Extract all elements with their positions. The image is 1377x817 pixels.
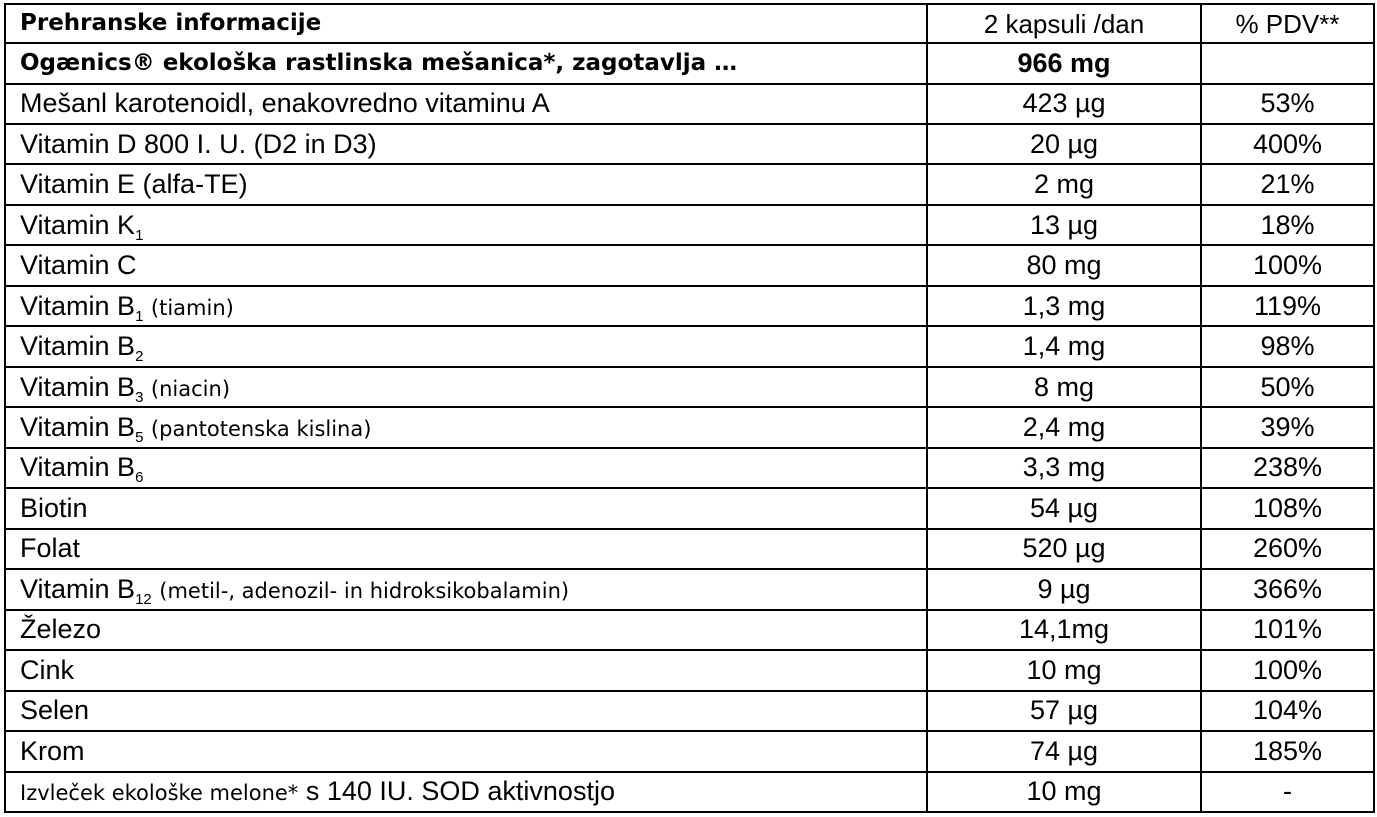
nutrient-name-cell [5,691,927,731]
nutrient-name-cell [5,569,927,609]
nutrient-name-cell [5,164,927,204]
nutrient-name-cell [5,245,927,285]
nutrient-amount-cell: 2 mg [927,164,1201,204]
nutrient-name: Krom [20,735,85,766]
header-row [5,4,1374,43]
nutrient-pdv-cell: 98% [1201,326,1374,366]
nutrient-note: (pantotenska kislina) [150,417,372,442]
blend-name-cell: Ogænics® ekološka rastlinska mešanica*, zagotavlja … [5,43,927,83]
nutrient-name-cell [5,448,927,488]
nutrient-amount-cell: 2,4 mg [927,407,1201,447]
nutrient-amount-cell: 9 µg [927,569,1201,609]
nutrient-subscript: 1 [135,226,144,244]
nutrient-name-cell [5,326,927,366]
nutrient-amount-cell: 1,4 mg [927,326,1201,366]
nutrient-pdv-cell: 53% [1201,84,1374,124]
nutrient-name: Vitamin K [20,209,136,240]
nutrient-pdv-cell: 39% [1201,407,1374,447]
nutrient-note: (niacin) [150,376,231,401]
nutrient-subscript: 3 [135,388,144,406]
nutrient-pdv-cell: 108% [1201,488,1374,528]
nutrient-name-cell [5,84,927,124]
nutrient-name: Mešanl karotenoidl, enakovredno vitaminu A [20,88,550,119]
nutrient-row [5,569,1374,609]
nutrient-row [5,205,1374,245]
nutrient-pdv-cell: 21% [1201,164,1374,204]
header-name-cell: Prehranske informacije [5,4,927,43]
nutrient-row [5,326,1374,366]
nutrient-name: Selen [20,695,90,726]
nutrient-pdv-cell: 185% [1201,731,1374,771]
nutrient-name-cell [5,367,927,407]
nutrient-name: Železo [20,614,102,645]
nutrient-name-cell [5,529,927,569]
nutrient-amount-cell: 20 µg [927,124,1201,164]
melon-extract-name-part1: Izvleček ekološke melone* [20,781,299,806]
nutrient-name-cell [5,124,927,164]
nutrient-pdv-cell: 104% [1201,691,1374,731]
nutrient-pdv-cell: 119% [1201,286,1374,326]
nutrient-row [5,164,1374,204]
blend-pdv-cell [1201,43,1374,83]
nutrient-subscript: 2 [135,348,144,366]
nutrient-amount-cell: 57 µg [927,691,1201,731]
nutrient-name-cell [5,650,927,690]
nutrient-pdv-cell: 260% [1201,529,1374,569]
nutrient-amount-cell: 1,3 mg [927,286,1201,326]
nutrient-row [5,367,1374,407]
nutrient-pdv-cell: 50% [1201,367,1374,407]
nutrient-row [5,124,1374,164]
nutrient-name-cell [5,407,927,447]
nutrient-pdv-cell: 100% [1201,245,1374,285]
nutrient-note: (tiamin) [150,295,234,320]
nutrient-name-cell [5,731,927,771]
nutrient-amount-cell: 10 mg [927,650,1201,690]
nutrient-name-cell [5,488,927,528]
blend-row [5,43,1374,83]
nutrient-name-cell [5,205,927,245]
nutrient-note: (metil-, adenozil- in hidroksikobalamin) [159,578,570,603]
nutrient-pdv-cell: 238% [1201,448,1374,488]
nutrient-pdv-cell: 366% [1201,569,1374,609]
nutrient-row [5,650,1374,690]
nutrient-name: Vitamin B [20,331,136,362]
nutrient-amount-cell: 520 µg [927,529,1201,569]
nutrient-pdv-cell: 100% [1201,650,1374,690]
nutrient-row [5,731,1374,771]
melon-extract-row [5,772,1374,813]
nutrient-amount-cell: 80 mg [927,245,1201,285]
melon-extract-amount-cell: 10 mg [927,772,1201,813]
nutrient-row [5,610,1374,650]
nutrition-table [4,3,1375,813]
nutrient-row [5,529,1374,569]
nutrient-amount-cell: 74 µg [927,731,1201,771]
nutrient-pdv-cell: 18% [1201,205,1374,245]
melon-extract-pdv-cell: - [1201,772,1374,813]
nutrient-subscript: 1 [135,307,144,325]
nutrient-amount-cell: 54 µg [927,488,1201,528]
nutrient-amount-cell: 14,1mg [927,610,1201,650]
nutrient-amount-cell: 3,3 mg [927,448,1201,488]
nutrient-row [5,488,1374,528]
nutrient-name: Vitamin B [20,290,136,321]
header-pdv-cell: % PDV** [1201,4,1374,43]
nutrient-name-cell [5,610,927,650]
nutrient-name: Vitamin B [20,573,136,604]
nutrient-name: Vitamin C [20,250,137,281]
nutrient-subscript: 5 [135,429,144,447]
nutrient-name: Vitamin D 800 I. U. (D2 in D3) [20,128,377,159]
melon-extract-name-part2: s 140 IU. SOD aktivnostjo [305,776,615,807]
nutrition-table-body [5,4,1374,812]
melon-extract-name-cell [5,772,927,813]
nutrient-name: Biotin [20,492,88,523]
nutrient-row [5,407,1374,447]
nutrient-row [5,286,1374,326]
nutrient-row [5,84,1374,124]
header-amount-cell: 2 kapsuli /dan [927,4,1201,43]
nutrient-amount-cell: 423 µg [927,84,1201,124]
nutrient-name-cell [5,286,927,326]
nutrient-row [5,245,1374,285]
nutrient-subscript: 12 [135,590,152,608]
nutrient-name: Vitamin B [20,452,136,483]
nutrient-subscript: 6 [135,469,144,487]
nutrient-amount-cell: 8 mg [927,367,1201,407]
nutrient-name: Folat [20,533,81,564]
blend-amount-cell: 966 mg [927,43,1201,83]
nutrient-amount-cell: 13 µg [927,205,1201,245]
nutrient-row [5,448,1374,488]
nutrient-name: Vitamin B [20,412,136,443]
nutrient-name: Vitamin B [20,371,136,402]
nutrient-pdv-cell: 400% [1201,124,1374,164]
nutrient-row [5,691,1374,731]
nutrient-name: Cink [20,654,75,685]
nutrient-name: Vitamin E (alfa-TE) [20,169,248,200]
nutrient-pdv-cell: 101% [1201,610,1374,650]
